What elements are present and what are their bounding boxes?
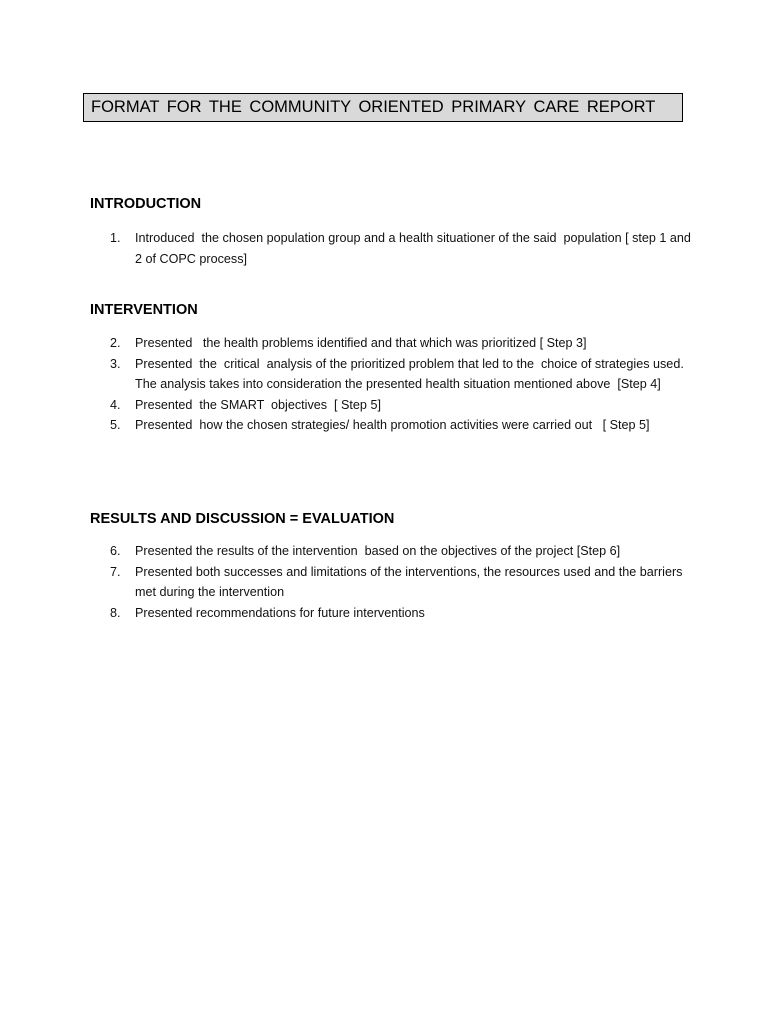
introduction-list xyxy=(110,228,700,269)
item-text: Presented the critical analysis of the prioritized problem that led to the choice of strategies used. The analysis takes into consideration the presented health situation mentioned above [Step 4] xyxy=(135,356,688,391)
item-number: 1. xyxy=(110,231,121,245)
section-heading-introduction: INTRODUCTION xyxy=(90,196,202,212)
item-text: Presented both successes and limitations of the interventions, the resources used and the barriers met during the intervention xyxy=(135,564,686,599)
intervention-list xyxy=(110,333,700,436)
item-number: 8. xyxy=(110,605,121,620)
list-item xyxy=(110,541,700,562)
item-text: Presented the SMART objectives [ Step 5] xyxy=(135,397,381,412)
list-item xyxy=(110,228,700,269)
item-number: 4. xyxy=(110,397,121,412)
list-item xyxy=(110,415,700,436)
section-heading-intervention: INTERVENTION xyxy=(90,302,198,318)
item-text: Presented the results of the intervention based on the objectives of the project [Step 6] xyxy=(135,544,621,558)
item-text: Presented the health problems identified and that which was prioritized [ Step 3] xyxy=(135,336,587,350)
list-item xyxy=(110,603,700,624)
list-item xyxy=(110,333,700,354)
list-item xyxy=(110,562,700,603)
item-text: Presented recommendations for future interventions xyxy=(135,605,425,620)
item-text: Introduced the chosen population group and a health situationer of the said population [ step 1 and 2 of COPC process] xyxy=(135,231,695,266)
item-number: 6. xyxy=(110,544,121,558)
section-heading-results: RESULTS AND DISCUSSION = EVALUATION xyxy=(90,511,395,527)
item-number: 2. xyxy=(110,336,121,350)
item-number: 7. xyxy=(110,564,121,579)
list-item xyxy=(110,395,700,416)
item-text: Presented how the chosen strategies/ health promotion activities were carried out [ Step 5] xyxy=(135,418,650,432)
document-title: FORMAT FOR THE COMMUNITY ORIENTED PRIMARY CARE REPORT xyxy=(83,93,683,122)
item-number: 3. xyxy=(110,356,121,371)
list-item xyxy=(110,354,700,395)
results-list xyxy=(110,541,700,623)
item-number: 5. xyxy=(110,418,121,432)
